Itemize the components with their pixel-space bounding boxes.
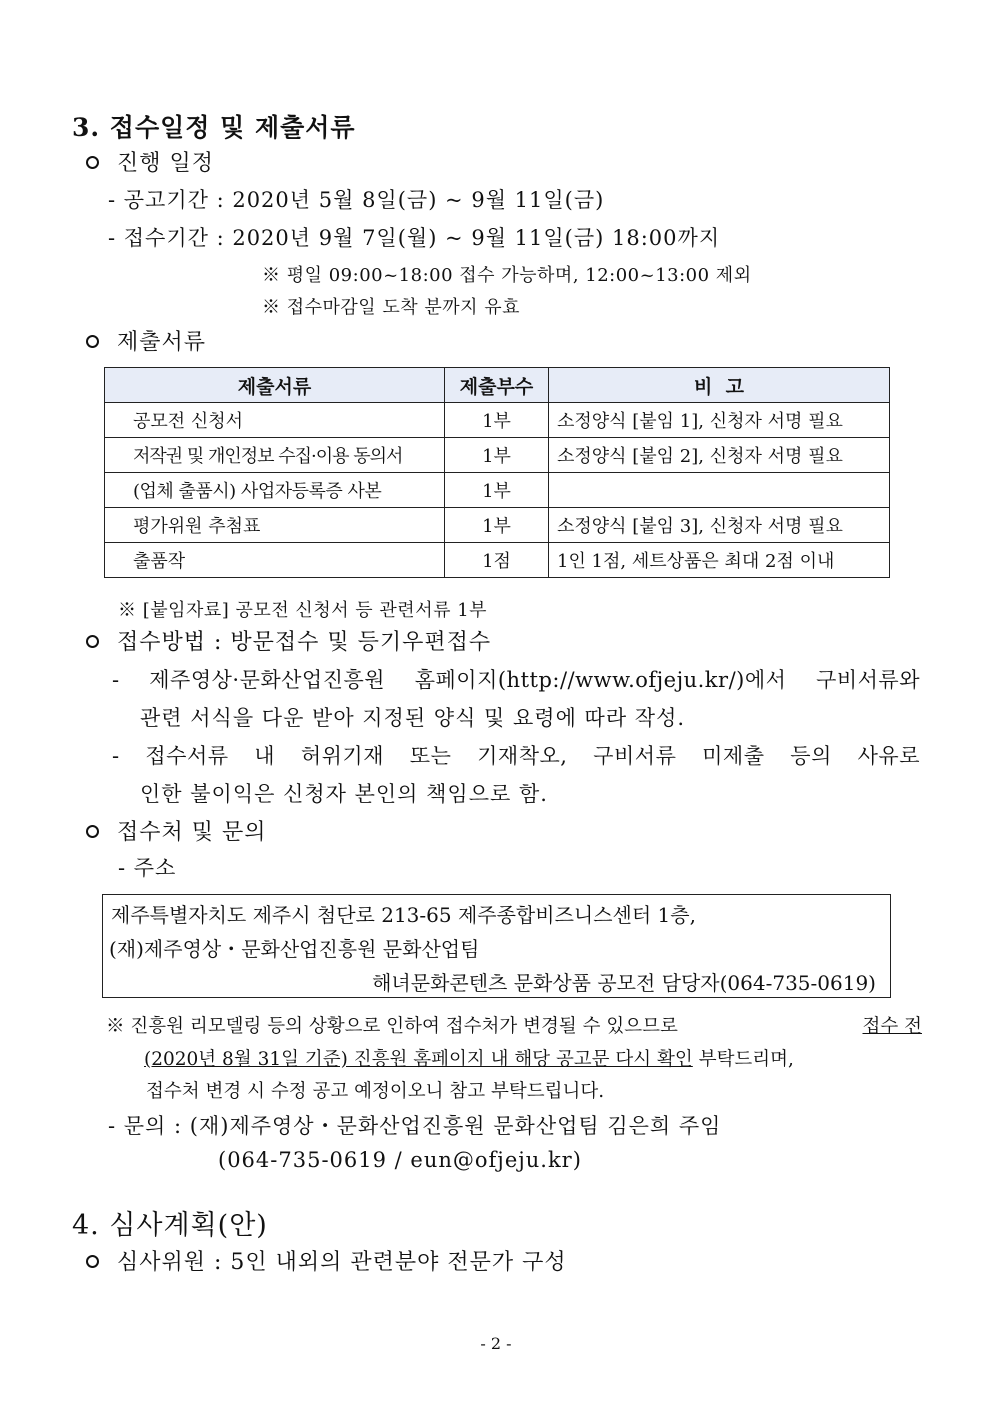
- cell-copies: 1부: [445, 403, 549, 438]
- method-item-1-line-1: - 제주영상·문화산업진흥원 홈페이지(http://www.ofjeju.kr/)에서 구비서류와: [112, 668, 920, 692]
- schedule-heading-label: 진행 일정: [117, 151, 215, 176]
- cell-copies: 1점: [445, 543, 549, 578]
- documents-table: [104, 367, 890, 578]
- cell-remarks: [549, 473, 890, 508]
- notice-line-1: [106, 1012, 922, 1038]
- inquiry: - 문의 : (재)제주영상・문화산업진흥원 문화산업팀 김은희 주임: [108, 1114, 722, 1138]
- cell-copies: 1부: [445, 438, 549, 473]
- address-line-2: (재)제주영상・문화산업진흥원 문화산업팀: [109, 937, 480, 961]
- table-row: [105, 403, 890, 438]
- method-heading-label: 접수방법 : 방문접수 및 등기우편접수: [117, 630, 492, 655]
- cell-copies: 1부: [445, 473, 549, 508]
- method-item-1-line-2: 관련 서식을 다운 받아 지정된 양식 및 요령에 따라 작성.: [140, 706, 686, 730]
- contact-heading: [86, 815, 267, 846]
- notice-underline-1: 접수 전: [862, 1016, 922, 1037]
- announce-period: - 공고기간 : 2020년 5월 8일(금) ~ 9월 11일(금): [108, 188, 605, 212]
- receipt-period: - 접수기간 : 2020년 9월 7일(월) ~ 9월 11일(금) 18:00까지: [108, 226, 721, 250]
- cell-document: 평가위원 추첨표: [105, 508, 445, 543]
- circle-bullet-icon: [86, 1255, 99, 1268]
- inquiry-contact: (064-735-0619 / eun@ofjeju.kr): [218, 1148, 582, 1172]
- method-heading: [86, 625, 491, 656]
- section-3-title: 3. 접수일정 및 제출서류: [72, 113, 356, 142]
- schedule-note-2: ※ 접수마감일 도착 분까지 유효: [262, 297, 521, 318]
- cell-remarks: 소정양식 [붙임 2], 신청자 서명 필요: [549, 438, 890, 473]
- cell-remarks: 소정양식 [붙임 1], 신청자 서명 필요: [549, 403, 890, 438]
- circle-bullet-icon: [86, 335, 99, 348]
- schedule-note-1: ※ 평일 09:00~18:00 접수 가능하며, 12:00~13:00 제외: [262, 265, 752, 286]
- address-line-3: 해녀문화콘텐츠 문화상품 공모전 담당자(064-735-0619): [372, 971, 876, 995]
- notice-part-1: ※ 진흥원 리모델링 등의 상황으로 인하여 접수처가 변경될 수 있으므로: [106, 1016, 678, 1037]
- judges-text: 심사위원 : 5인 내외의 관련분야 전문가 구성: [117, 1250, 567, 1275]
- header-remarks: 비 고: [549, 368, 890, 403]
- cell-document: 출품작: [105, 543, 445, 578]
- cell-document: (업체 출품시) 사업자등록증 사본: [105, 473, 445, 508]
- circle-bullet-icon: [86, 156, 99, 169]
- table-row: [105, 473, 890, 508]
- cell-document: 저작권 및 개인정보 수집·이용 동의서: [105, 438, 445, 473]
- address-line-1: 제주특별자치도 제주시 첨단로 213-65 제주종합비즈니스센터 1층,: [111, 903, 696, 927]
- notice-line-2: [144, 1045, 794, 1071]
- contact-heading-label: 접수처 및 문의: [117, 820, 267, 845]
- cell-remarks: 1인 1점, 세트상품은 최대 2점 이내: [549, 543, 890, 578]
- cell-copies: 1부: [445, 508, 549, 543]
- table-row: [105, 438, 890, 473]
- documents-heading: [86, 325, 206, 356]
- circle-bullet-icon: [86, 825, 99, 838]
- section-4-title: 4. 심사계획(안): [72, 1210, 268, 1241]
- circle-bullet-icon: [86, 635, 99, 648]
- page-number: - 2 -: [480, 1334, 512, 1353]
- header-document: 제출서류: [105, 368, 445, 403]
- method-item-2-line-2: 인한 불이익은 신청자 본인의 책임으로 함.: [140, 782, 548, 806]
- notice-part-2: 부탁드리며,: [692, 1049, 794, 1070]
- table-header-row: [105, 368, 890, 403]
- method-item-2-line-1: - 접수서류 내 허위기재 또는 기재착오, 구비서류 미제출 등의 사유로: [112, 744, 920, 768]
- notice-line-3: 접수처 변경 시 수정 공고 예정이오니 참고 부탁드립니다.: [146, 1081, 605, 1102]
- header-copies: 제출부수: [445, 368, 549, 403]
- table-row: [105, 508, 890, 543]
- judges-line: [86, 1245, 567, 1276]
- schedule-heading: [86, 146, 214, 177]
- cell-document: 공모전 신청서: [105, 403, 445, 438]
- notice-underline-2: (2020년 8월 31일 기준) 진흥원 홈페이지 내 해당 공고문 다시 확인: [144, 1049, 693, 1070]
- table-row: [105, 543, 890, 578]
- address-label: - 주소: [118, 856, 177, 880]
- documents-heading-label: 제출서류: [117, 330, 207, 355]
- cell-remarks: 소정양식 [붙임 3], 신청자 서명 필요: [549, 508, 890, 543]
- address-box: [102, 894, 891, 998]
- documents-footnote: ※ [붙임자료] 공모전 신청서 등 관련서류 1부: [118, 600, 488, 621]
